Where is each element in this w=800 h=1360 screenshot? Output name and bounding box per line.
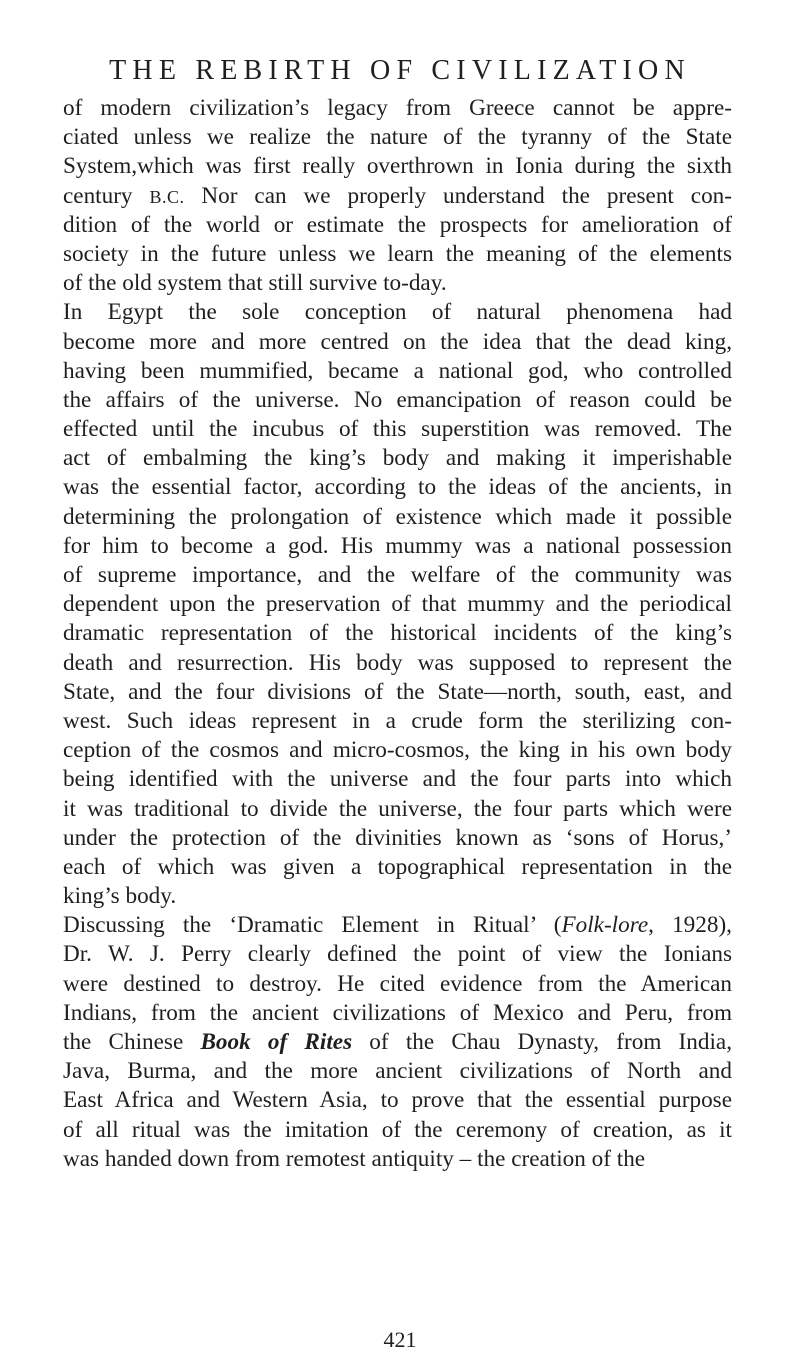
text-run: B.C. xyxy=(149,186,185,207)
text-line xyxy=(63,415,732,444)
text-run: for him to become a god. His mummy was a national possession xyxy=(63,532,732,559)
text-line xyxy=(63,649,732,678)
text-run: ception of the cosmos and micro-cosmos, the king in his own body xyxy=(63,737,732,764)
text-line xyxy=(63,707,732,736)
text-run: become more and more centred on the idea that the dead king, xyxy=(63,328,732,355)
text-run: dependent upon the preservation of that mummy and the periodical xyxy=(63,591,732,618)
text-run: having been mummified, became a national god, who controlled xyxy=(63,357,732,384)
text-line xyxy=(63,473,732,502)
text-run: being identified with the universe and the four parts into which xyxy=(63,766,732,793)
text-line xyxy=(63,1116,732,1145)
text-run: Indians, from the ancient civilizations of Mexico and Peru, from xyxy=(63,999,732,1026)
text-line xyxy=(63,123,732,152)
text-line xyxy=(63,503,732,532)
text-run: determining the prolongation of existence which made it possible xyxy=(63,503,732,530)
text-line xyxy=(63,590,732,619)
text-run: of the old system that still survive to-day. xyxy=(63,270,447,297)
text-line xyxy=(63,182,732,211)
text-run: century xyxy=(63,182,150,209)
text-line xyxy=(63,1028,732,1057)
text-run: Java, Burma, and the more ancient civilizations of North and xyxy=(63,1058,732,1085)
text-run: Folk-lore xyxy=(561,912,649,939)
text-run: Dr. W. J. Perry clearly defined the point of view the Ionians xyxy=(63,941,732,968)
text-run: was the essential factor, according to the ideas of the ancients, in xyxy=(63,474,732,501)
text-line xyxy=(63,882,732,911)
text-run: In Egypt the sole conception of natural phenomena had xyxy=(63,299,732,326)
text-run: king’s body. xyxy=(63,883,177,910)
text-line xyxy=(63,795,732,824)
text-line xyxy=(63,211,732,240)
text-line xyxy=(63,911,732,940)
text-run: , 1928), xyxy=(648,912,732,939)
text-run: of the Chau Dynasty, from India, xyxy=(352,1029,732,1055)
text-run: the Chinese xyxy=(63,1029,201,1055)
text-line xyxy=(63,824,732,853)
text-line xyxy=(63,1145,732,1174)
text-line xyxy=(63,970,732,999)
text-run: was handed down from remotest antiquity – the creation of the xyxy=(63,1145,646,1172)
text-run: of modern civilization’s legacy from Greece cannot be appre- xyxy=(63,95,732,121)
text-line xyxy=(63,532,732,561)
text-run: of supreme importance, and the welfare of the community was xyxy=(63,562,732,588)
text-line xyxy=(63,999,732,1028)
text-line xyxy=(63,765,732,794)
text-line xyxy=(63,94,732,123)
text-run: act of embalming the king’s body and making it imperishable xyxy=(63,445,732,472)
text-run: dramatic representation of the historical incidents of the king’s xyxy=(63,620,732,647)
text-run: State, and the four divisions of the State—north, south, east, and xyxy=(63,678,732,705)
text-line xyxy=(63,240,732,269)
text-run: Book of Rites xyxy=(200,1029,353,1055)
text-run: each of which was given a topographical representation in the xyxy=(63,853,732,880)
text-line xyxy=(63,940,732,969)
body-text xyxy=(63,94,732,1174)
text-line xyxy=(63,357,732,386)
text-run: were destined to destroy. He cited evidence from the American xyxy=(63,970,732,997)
text-line xyxy=(63,328,732,357)
text-run: it was traditional to divide the universe, the four parts which were xyxy=(63,795,732,822)
text-line xyxy=(63,561,732,590)
text-line xyxy=(63,444,732,473)
text-run: Discussing the ‘Dramatic Element in Ritual’ ( xyxy=(63,912,562,939)
text-line xyxy=(63,298,732,327)
text-run: society in the future unless we learn the meaning of the elements xyxy=(63,240,732,267)
text-run: west. Such ideas represent in a crude form the sterilizing con- xyxy=(63,707,732,734)
text-run: under the protection of the divinities known as ‘sons of Horus,’ xyxy=(63,824,732,851)
text-run: System,which was first really overthrown in Ionia during the sixth xyxy=(63,153,732,180)
text-line xyxy=(63,678,732,707)
text-line xyxy=(63,152,732,181)
text-line xyxy=(63,619,732,648)
text-run: of all ritual was the imitation of the ceremony of creation, as it xyxy=(63,1116,732,1143)
text-run: Nor can we properly understand the present con- xyxy=(184,182,732,209)
text-run: East Africa and Western Asia, to prove that the essential purpose xyxy=(63,1087,732,1114)
text-line xyxy=(63,269,732,298)
text-run: death and resurrection. His body was supposed to represent the xyxy=(63,649,732,676)
text-line xyxy=(63,853,732,882)
text-run: the affairs of the universe. No emancipation of reason could be xyxy=(63,386,732,413)
text-line xyxy=(63,1086,732,1115)
text-run: dition of the world or estimate the prospects for amelioration of xyxy=(63,211,732,238)
text-line xyxy=(63,1057,732,1086)
page-number: 421 xyxy=(383,1327,417,1352)
text-run: effected until the incubus of this superstition was removed. The xyxy=(63,416,732,443)
text-run: ciated unless we realize the nature of the tyranny of the State xyxy=(63,124,732,151)
running-head: THE REBIRTH OF CIVILIZATION xyxy=(109,55,691,86)
text-line xyxy=(63,386,732,415)
text-line xyxy=(63,736,732,765)
